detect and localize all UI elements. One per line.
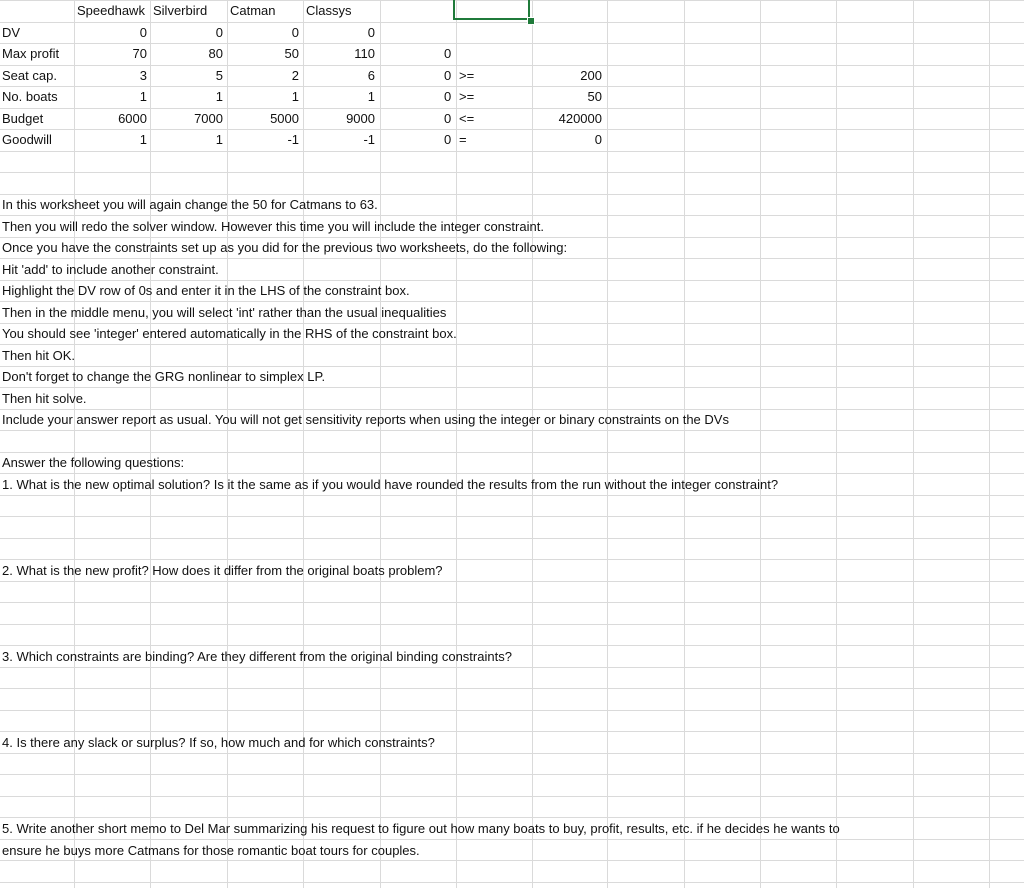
- profit-classys[interactable]: 110: [354, 46, 375, 61]
- instruction-line[interactable]: Once you have the constraints set up as you did for the previous two worksheets, do the following:: [2, 240, 568, 255]
- grid-row-line: [0, 645, 1024, 646]
- grid-row-line: [0, 731, 1024, 732]
- boats-silverbird[interactable]: 1: [215, 89, 223, 104]
- budget-total[interactable]: 0: [444, 111, 452, 126]
- goodwill-catman[interactable]: -1: [287, 132, 299, 147]
- instruction-line[interactable]: Then in the middle menu, you will select 'int' rather than the usual inequalities: [2, 305, 447, 320]
- grid-row-line: [0, 65, 1024, 66]
- budget-silverbird[interactable]: 7000: [194, 111, 223, 126]
- instruction-line[interactable]: Highlight the DV row of 0s and enter it in the LHS of the constraint box.: [2, 283, 410, 298]
- row-label-goodwill[interactable]: Goodwill: [2, 132, 52, 147]
- row-label-no-boats[interactable]: No. boats: [2, 89, 58, 104]
- grid-row-line: [0, 43, 1024, 44]
- row-label-max-profit[interactable]: Max profit: [2, 46, 60, 61]
- grid-col-line: [913, 0, 914, 888]
- boats-sign[interactable]: >=: [459, 89, 475, 104]
- boats-classys[interactable]: 1: [367, 89, 375, 104]
- grid-col-line: [227, 0, 228, 888]
- boats-rhs[interactable]: 50: [587, 89, 602, 104]
- instruction-line[interactable]: Then you will redo the solver window. However this time you will include the integer constraint.: [2, 219, 544, 234]
- goodwill-rhs[interactable]: 0: [594, 132, 602, 147]
- header-classys[interactable]: Classys: [306, 3, 352, 18]
- header-speedhawk[interactable]: Speedhawk: [77, 3, 145, 18]
- dv-silverbird[interactable]: 0: [215, 25, 223, 40]
- goodwill-total[interactable]: 0: [444, 132, 452, 147]
- grid-row-line: [0, 194, 1024, 195]
- seat-speedhawk[interactable]: 3: [139, 68, 147, 83]
- grid-row-line: [0, 430, 1024, 431]
- question-1[interactable]: 1. What is the new optimal solution? Is it the same as if you would have rounded the results from the run without the integer constraint?: [2, 477, 779, 492]
- grid-row-line: [0, 495, 1024, 496]
- grid-row-line: [0, 452, 1024, 453]
- selected-cell[interactable]: [453, 0, 530, 20]
- grid-row-line: [0, 581, 1024, 582]
- grid-col-line: [836, 0, 837, 888]
- question-5[interactable]: 5. Write another short memo to Del Mar summarizing his request to figure out how many boats to buy, profit, results, etc. if he decides he wants to: [2, 821, 840, 836]
- grid-row-line: [0, 473, 1024, 474]
- budget-classys[interactable]: 9000: [346, 111, 375, 126]
- grid-row-line: [0, 753, 1024, 754]
- grid-col-line: [380, 0, 381, 888]
- grid-row-line: [0, 624, 1024, 625]
- budget-sign[interactable]: <=: [459, 111, 475, 126]
- question-3[interactable]: 3. Which constraints are binding? Are they different from the original binding constraints?: [2, 649, 512, 664]
- instruction-line[interactable]: Hit 'add' to include another constraint.: [2, 262, 219, 277]
- grid-col-line: [607, 0, 608, 888]
- dv-classys[interactable]: 0: [367, 25, 375, 40]
- instruction-line[interactable]: Then hit OK.: [2, 348, 75, 363]
- grid-row-line: [0, 323, 1024, 324]
- dv-catman[interactable]: 0: [291, 25, 299, 40]
- seat-total[interactable]: 0: [444, 68, 452, 83]
- grid-row-line: [0, 215, 1024, 216]
- grid-row-line: [0, 667, 1024, 668]
- question-4[interactable]: 4. Is there any slack or surplus? If so, how much and for which constraints?: [2, 735, 435, 750]
- grid-row-line: [0, 366, 1024, 367]
- seat-catman[interactable]: 2: [291, 68, 299, 83]
- instruction-line[interactable]: In this worksheet you will again change the 50 for Catmans to 63.: [2, 197, 378, 212]
- seat-sign[interactable]: >=: [459, 68, 475, 83]
- grid-row-line: [0, 280, 1024, 281]
- profit-speedhawk[interactable]: 70: [132, 46, 147, 61]
- grid-row-line: [0, 882, 1024, 883]
- grid-col-line: [989, 0, 990, 888]
- grid-row-line: [0, 301, 1024, 302]
- grid-col-line: [303, 0, 304, 888]
- grid-row-line: [0, 344, 1024, 345]
- grid-col-line: [684, 0, 685, 888]
- header-silverbird[interactable]: Silverbird: [153, 3, 208, 18]
- grid-row-line: [0, 108, 1024, 109]
- row-label-budget[interactable]: Budget: [2, 111, 44, 126]
- row-label-seat-cap[interactable]: Seat cap.: [2, 68, 57, 83]
- grid-row-line: [0, 151, 1024, 152]
- grid-row-line: [0, 172, 1024, 173]
- goodwill-classys[interactable]: -1: [363, 132, 375, 147]
- fill-handle[interactable]: [527, 17, 535, 25]
- grid-row-line: [0, 860, 1024, 861]
- grid-col-line: [760, 0, 761, 888]
- seat-classys[interactable]: 6: [367, 68, 375, 83]
- boats-catman[interactable]: 1: [291, 89, 299, 104]
- budget-catman[interactable]: 5000: [270, 111, 299, 126]
- goodwill-silverbird[interactable]: 1: [215, 132, 223, 147]
- grid-row-line: [0, 538, 1024, 539]
- grid-row-line: [0, 387, 1024, 388]
- grid-row-line: [0, 258, 1024, 259]
- grid-row-line: [0, 22, 1024, 23]
- profit-catman[interactable]: 50: [284, 46, 299, 61]
- budget-speedhawk[interactable]: 6000: [118, 111, 147, 126]
- boats-total[interactable]: 0: [444, 89, 452, 104]
- profit-silverbird[interactable]: 80: [208, 46, 223, 61]
- boats-speedhawk[interactable]: 1: [139, 89, 147, 104]
- instruction-line[interactable]: Don't forget to change the GRG nonlinear to simplex LP.: [2, 369, 326, 384]
- budget-rhs[interactable]: 420000: [558, 111, 602, 126]
- grid-row-line: [0, 710, 1024, 711]
- answer-intro[interactable]: Answer the following questions:: [2, 455, 185, 470]
- question-2[interactable]: 2. What is the new profit? How does it differ from the original boats problem?: [2, 563, 443, 578]
- grid-col-line: [456, 0, 457, 888]
- grid-col-line: [150, 0, 151, 888]
- header-catman[interactable]: Catman: [230, 3, 276, 18]
- instruction-line[interactable]: Then hit solve.: [2, 391, 87, 406]
- grid-row-line: [0, 129, 1024, 130]
- row-label-dv[interactable]: DV: [2, 25, 21, 40]
- grid-row-line: [0, 688, 1024, 689]
- grid-row-line: [0, 774, 1024, 775]
- grid-row-line: [0, 409, 1024, 410]
- seat-silverbird[interactable]: 5: [215, 68, 223, 83]
- grid-row-line: [0, 796, 1024, 797]
- grid-col-line: [74, 0, 75, 888]
- question-5-continued[interactable]: ensure he buys more Catmans for those romantic boat tours for couples.: [2, 843, 420, 858]
- grid-row-line: [0, 516, 1024, 517]
- instruction-line[interactable]: Include your answer report as usual. You will not get sensitivity reports when using the integer or binary constraints on the DVs: [2, 412, 729, 427]
- instruction-line[interactable]: You should see 'integer' entered automatically in the RHS of the constraint box.: [2, 326, 457, 341]
- seat-rhs[interactable]: 200: [580, 68, 602, 83]
- grid-row-line: [0, 237, 1024, 238]
- grid-row-line: [0, 86, 1024, 87]
- goodwill-sign[interactable]: =: [459, 132, 467, 147]
- dv-speedhawk[interactable]: 0: [139, 25, 147, 40]
- grid-row-line: [0, 602, 1024, 603]
- grid-row-line: [0, 839, 1024, 840]
- profit-total[interactable]: 0: [444, 46, 452, 61]
- grid-row-line: [0, 559, 1024, 560]
- grid-row-line: [0, 817, 1024, 818]
- goodwill-speedhawk[interactable]: 1: [139, 132, 147, 147]
